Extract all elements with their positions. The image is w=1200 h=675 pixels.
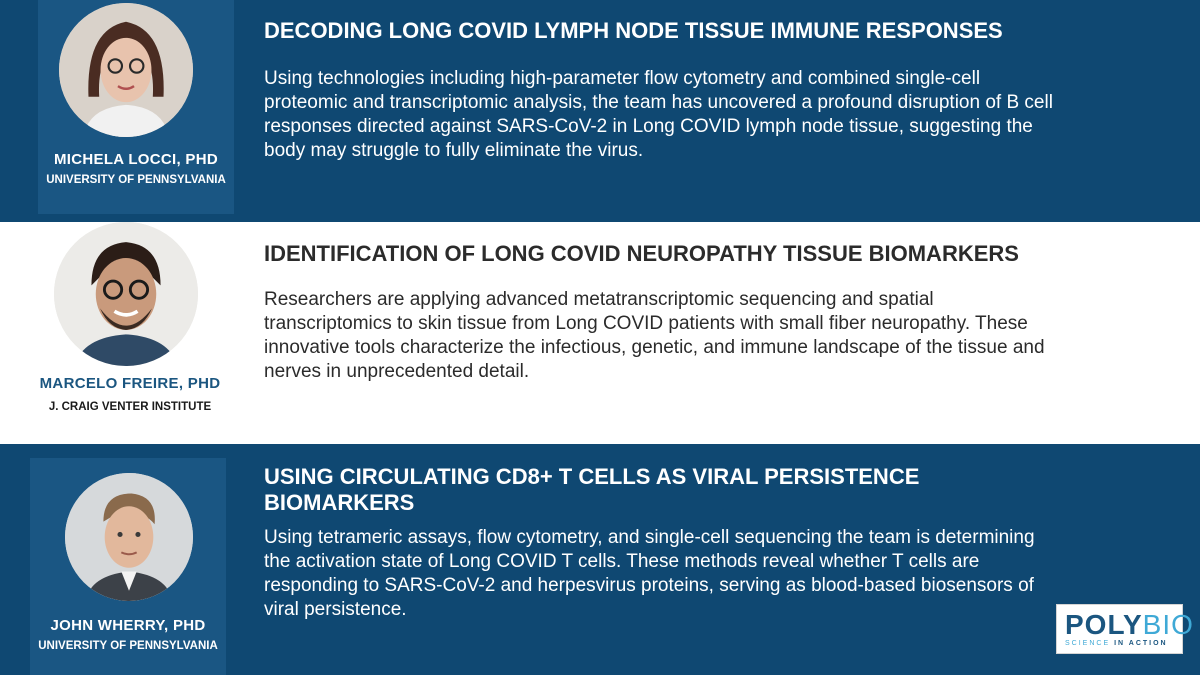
speaker-portrait-icon (59, 3, 193, 137)
speaker-name: MICHELA LOCCI, PHD (53, 151, 218, 168)
section-lymph-node (0, 0, 1200, 222)
logo-wordmark: POLYBIO (1065, 609, 1194, 640)
speaker-card (38, 0, 234, 214)
speaker-affiliation: UNIVERSITY OF PENNSYLVANIA (46, 174, 226, 186)
logo-tagline: SCIENCE IN ACTION (1065, 640, 1168, 647)
section-title: IDENTIFICATION OF LONG COVID NEUROPATHY TISSUE BIOMARKERS (264, 241, 1019, 266)
speaker-photo (54, 222, 198, 366)
section-title: DECODING LONG COVID LYMPH NODE TISSUE IMMUNE RESPONSES (264, 18, 1003, 43)
speaker-portrait-icon (54, 222, 198, 366)
speaker-name: JOHN WHERRY, PHD (50, 617, 206, 634)
section-title: USING CIRCULATING CD8+ T CELLS AS VIRAL PERSISTENCE BIOMARKERS (264, 464, 920, 515)
speaker-affiliation: J. CRAIG VENTER INSTITUTE (48, 401, 212, 413)
section-cd8-t-cells (0, 444, 1200, 675)
speaker-photo (59, 3, 193, 137)
section-body: Researchers are applying advanced metatranscriptomic sequencing and spatial transcriptomics to skin tissue from Long COVID patients with small fiber neuropathy. These innovative tools characterize the infectious, genetic, and immune landscape of the tissue and nerves in unprecedented detail. (264, 289, 1045, 382)
section-body: Using tetrameric assays, flow cytometry, and single-cell sequencing the team is determining the activation state of Long COVID T cells. These methods reveal whether T cells are responding to SARS-CoV-2 and herpesvirus proteins, serving as blood-based biosensors of viral persistence. (264, 527, 1035, 620)
polybio-logo (1056, 604, 1194, 654)
speaker-card (30, 458, 226, 675)
speaker-portrait-icon (65, 473, 193, 601)
section-neuropathy (0, 222, 1200, 444)
speaker-name: MARCELO FREIRE, PHD (39, 375, 221, 392)
section-body: Using technologies including high-parameter flow cytometry and combined single-cell proteomic and transcriptomic analysis, the team has uncovered a profound disruption of B cell responses directed against SARS-CoV-2 in Long COVID lymph node tissue, suggesting the body may struggle to fully eliminate the virus. (264, 68, 1053, 161)
speaker-card (20, 222, 240, 444)
speaker-affiliation: UNIVERSITY OF PENNSYLVANIA (38, 640, 218, 652)
speaker-photo (65, 473, 193, 601)
